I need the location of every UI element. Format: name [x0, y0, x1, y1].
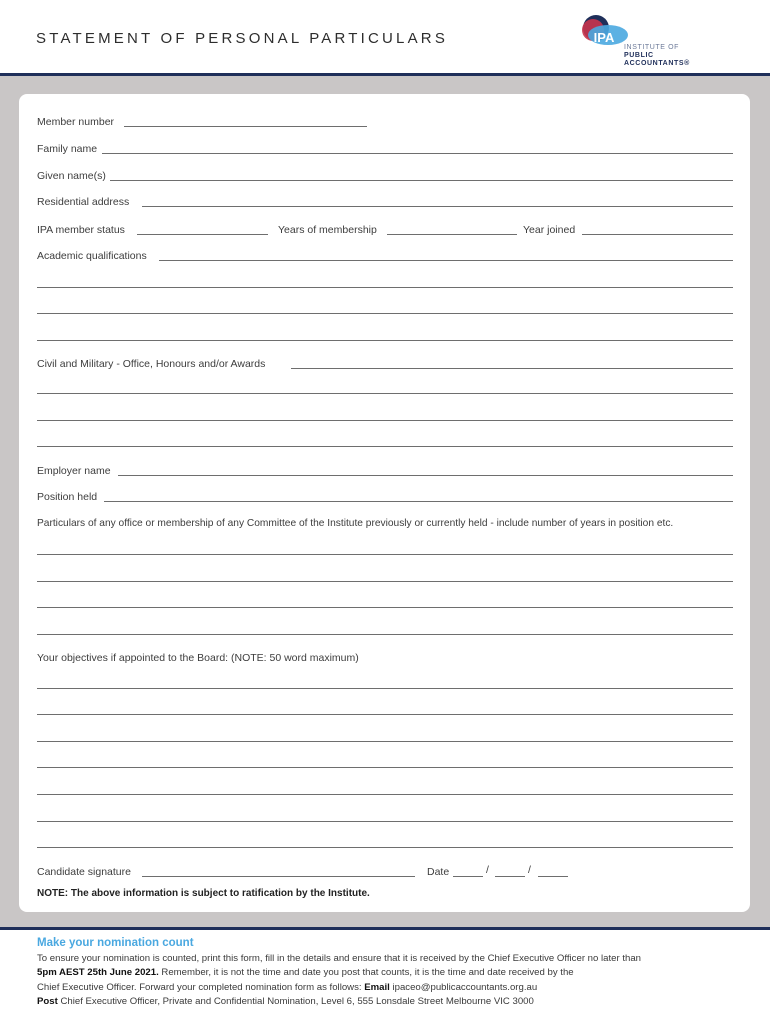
employer-name-field[interactable] — [118, 475, 733, 476]
objectives-line[interactable] — [37, 767, 733, 768]
footer-line-1: To ensure your nomination is counted, print this form, fill in the details and ensure that it is received by the Chief Executive Officer no later than — [37, 953, 642, 964]
date-separator: / — [486, 864, 489, 876]
form-card — [19, 94, 750, 912]
given-names-label: Given name(s) — [37, 170, 106, 182]
academic-qualifications-line[interactable] — [37, 340, 733, 341]
page-header — [0, 0, 770, 76]
ratification-note: NOTE: The above information is subject to ratification by the Institute. — [37, 888, 370, 899]
objectives-line[interactable] — [37, 741, 733, 742]
academic-qualifications-label: Academic qualifications — [37, 250, 147, 262]
logo-line-1: INSTITUTE OF — [624, 44, 680, 51]
member-status-label: IPA member status — [37, 224, 125, 236]
objectives-line[interactable] — [37, 714, 733, 715]
footer-line-3 — [37, 982, 537, 993]
member-number-field[interactable] — [124, 126, 367, 127]
committee-particulars-line[interactable] — [37, 554, 733, 555]
objectives-line[interactable] — [37, 821, 733, 822]
committee-particulars-label: Particulars of any office or membership of any Committee of the Institute previously or currently held - include number of years in position etc. — [37, 518, 674, 529]
residential-address-field[interactable] — [142, 206, 733, 207]
committee-particulars-line[interactable] — [37, 607, 733, 608]
footer-line-3-text: Chief Executive Officer. Forward your completed nomination form as follows: — [37, 982, 365, 993]
committee-particulars-line[interactable] — [37, 634, 733, 635]
email-address-link[interactable]: ipaceo@publicaccountants.org.au — [389, 982, 538, 993]
civil-military-field[interactable] — [291, 368, 733, 369]
civil-military-line[interactable] — [37, 446, 733, 447]
date-day-field[interactable] — [453, 876, 483, 877]
page-title: STATEMENT OF PERSONAL PARTICULARS — [36, 30, 449, 47]
objectives-line[interactable] — [37, 794, 733, 795]
position-held-label: Position held — [37, 491, 98, 503]
academic-qualifications-line[interactable] — [37, 287, 733, 288]
civil-military-line[interactable] — [37, 420, 733, 421]
footer-line-2-text: Remember, it is not the time and date you post that counts, it is the time and date received by the — [158, 967, 574, 978]
years-membership-label: Years of membership — [278, 224, 377, 236]
year-joined-field[interactable] — [582, 234, 733, 235]
position-held-field[interactable] — [104, 501, 733, 502]
objectives-line[interactable] — [37, 847, 733, 848]
year-joined-label: Year joined — [523, 224, 576, 236]
footer-rule — [0, 927, 770, 930]
years-membership-field[interactable] — [387, 234, 517, 235]
civil-military-label: Civil and Military - Office, Honours and/or Awards — [37, 358, 266, 370]
given-names-field[interactable] — [110, 180, 733, 181]
member-number-label: Member number — [37, 116, 115, 128]
deadline-text: 5pm AEST 25th June 2021. — [37, 967, 159, 978]
employer-name-label: Employer name — [37, 465, 111, 477]
objectives-line[interactable] — [37, 688, 733, 689]
date-label: Date — [427, 866, 450, 878]
email-label: Email — [364, 982, 390, 993]
date-month-field[interactable] — [495, 876, 525, 877]
date-year-field[interactable] — [538, 876, 568, 877]
committee-particulars-line[interactable] — [37, 581, 733, 582]
logo-line-3: ACCOUNTANTS® — [624, 60, 690, 67]
academic-qualifications-line[interactable] — [37, 313, 733, 314]
logo-wordmark — [624, 44, 690, 68]
logo-line-2: PUBLIC — [624, 52, 654, 59]
objectives-label: Your objectives if appointed to the Board: (NOTE: 50 word maximum) — [37, 652, 359, 664]
footer-line-4 — [37, 996, 534, 1007]
footer-heading: Make your nomination count — [37, 937, 194, 949]
family-name-field[interactable] — [102, 153, 733, 154]
post-label: Post — [37, 996, 58, 1007]
logo-mark-text: IPA — [593, 30, 615, 45]
candidate-signature-field[interactable] — [142, 876, 415, 877]
member-status-field[interactable] — [137, 234, 268, 235]
date-separator: / — [528, 864, 531, 876]
civil-military-line[interactable] — [37, 393, 733, 394]
residential-address-label: Residential address — [37, 196, 130, 208]
postal-address: Chief Executive Officer, Private and Confidential Nomination, Level 6, 555 Lonsdale Street Melbourne VIC 3000 — [57, 996, 534, 1007]
family-name-label: Family name — [37, 143, 98, 155]
academic-qualifications-field[interactable] — [159, 260, 733, 261]
candidate-signature-label: Candidate signature — [37, 866, 131, 878]
footer-line-2 — [37, 967, 574, 978]
